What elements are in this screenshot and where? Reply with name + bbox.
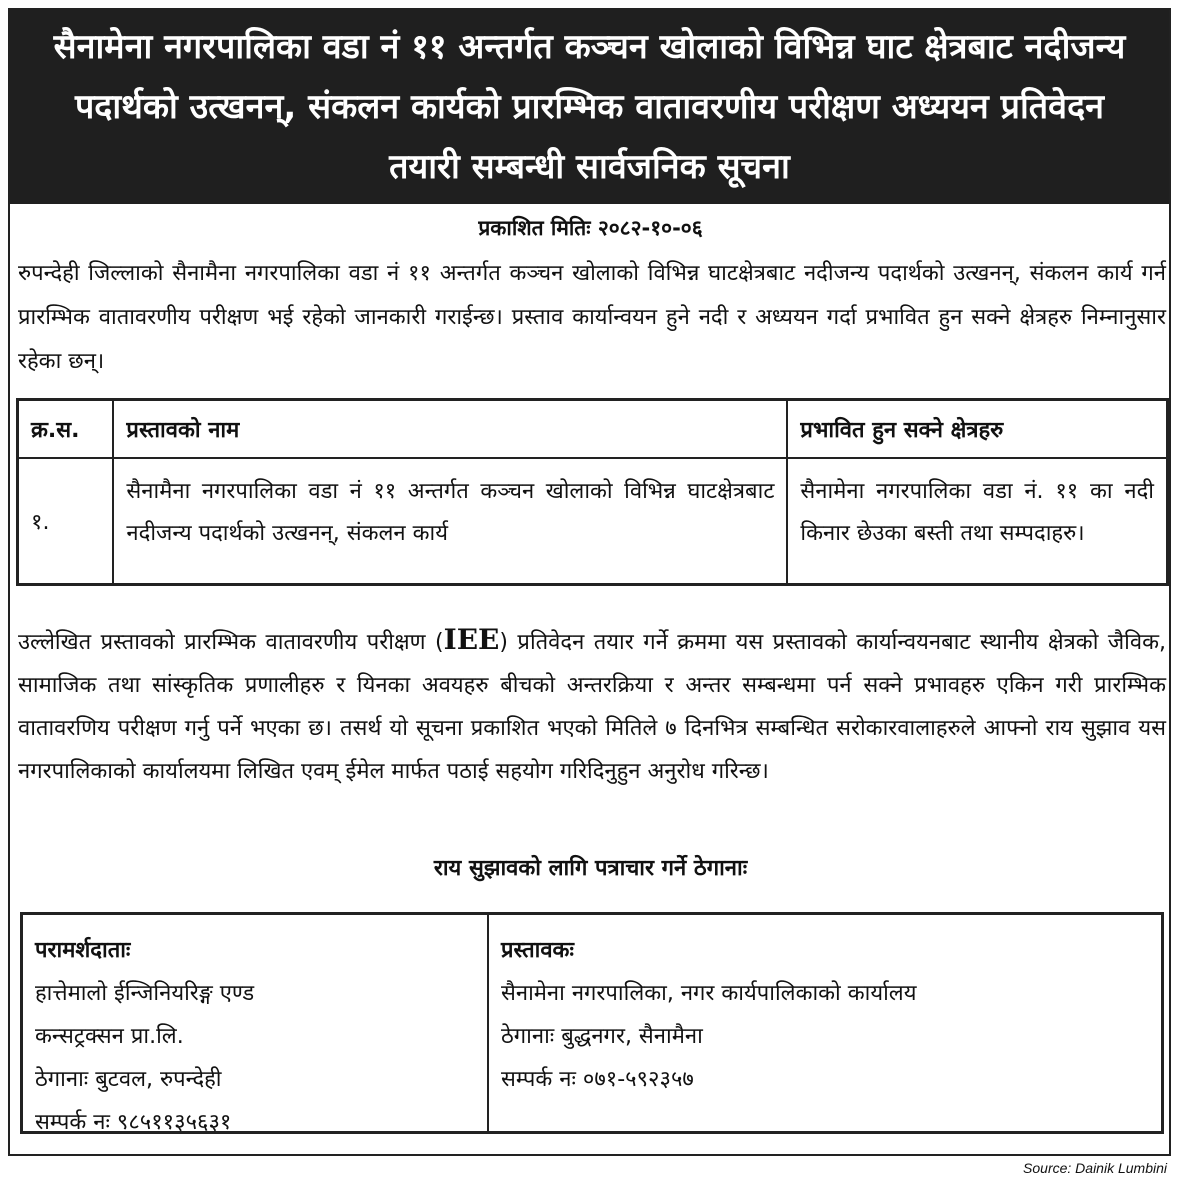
proponent-name: सैनामेना नगरपालिका, नगर कार्यपालिकाको कार्यालय <box>501 981 917 1006</box>
col-header-sn: क्र.स. <box>18 400 114 459</box>
proponent-label: प्रस्तावकः <box>501 938 574 963</box>
source-credit: Source: Dainik Lumbini <box>1023 1160 1167 1176</box>
iee-paragraph <box>18 618 1166 793</box>
iee-text-after: ) प्रतिवेदन तयार गर्ने क्रममा यस प्रस्तावको कार्यान्वयनबाट स्थानीय क्षेत्रको जैविक, सामाजिक तथा सांस्कृतिक प्रणालीहरु र यिनका अवयहरु बीचको अन्तरक्रिया र अन्तर सम्बन्धमा पर्न सक्ने प्रभावहरु एकिन गरी प्रारम्भिक वातावरणिय परीक्षण गर्नु पर्ने भएका छ। तसर्थ यो सूचना प्रकाशित भएको मितिले ७ दिनभित्र सम्बन्धित सरोकारवालाहरुले आफ्नो राय सुझाव यस नगरपालिकाको कार्यालयमा लिखित एवम् ईमेल मार्फत पठाई सहयोग गरिदिनुहुन अनुरोध गरिन्छ। <box>18 630 1166 784</box>
col-header-proposal: प्रस्तावको नाम <box>113 400 787 459</box>
table-header-row <box>18 400 1168 459</box>
proponent-contact: सम्पर्क नः ०७१-५९२३५७ <box>501 1067 694 1092</box>
cell-affected: सैनामेना नगरपालिका वडा नं. ११ का नदी किनार छेउका बस्ती तथा सम्पदाहरु। <box>787 458 1167 584</box>
published-date-label: प्रकाशित मितिः <box>478 216 591 240</box>
iee-acronym: IEE <box>443 623 500 656</box>
consultant-address: ठेगानाः बुटवल, रुपन्देही <box>35 1067 222 1092</box>
consultant-name-line2: कन्सट्रक्सन प्रा.लि. <box>35 1024 184 1049</box>
notice-header <box>10 10 1169 204</box>
table-row <box>18 458 1168 584</box>
impact-table <box>16 398 1169 586</box>
intro-paragraph: रुपन्देही जिल्लाको सैनामैना नगरपालिका वडा नं ११ अन्तर्गत कञ्चन खोलाको विभिन्न घाटक्षेत्रबाट नदीजन्य पदार्थको उत्खनन्, संकलन कार्य गर्न प्रारम्भिक वातावरणीय परीक्षण भई रहेको जानकारी गराईन्छ। प्रस्ताव कार्यान्वयन हुने नदी र अध्ययन गर्दा प्रभावित हुन सक्ने क्षेत्रहरु निम्नानुसार रहेका छन्। <box>18 261 1166 374</box>
published-date-value: २०८२-१०-०६ <box>597 216 703 240</box>
proponent-block <box>489 915 1161 1131</box>
consultant-contact: सम्पर्क नः ९८५११३५६३१ <box>35 1110 232 1135</box>
cell-proposal: सैनामैना नगरपालिका वडा नं ११ अन्तर्गत कञ्चन खोलाको विभिन्न घाटक्षेत्रबाट नदीजन्य पदार्थको उत्खनन्, संकलन कार्य <box>113 458 787 584</box>
contact-heading: राय सुझावको लागि पत्राचार गर्ने ठेगानाः <box>433 856 748 881</box>
col-header-affected: प्रभावित हुन सक्ने क्षेत्रहरु <box>787 400 1167 459</box>
consultant-label: परामर्शदाताः <box>35 938 131 963</box>
consultant-block <box>23 915 489 1135</box>
consultant-name-line1: हात्तेमालो ईन्जिनियरिङ्ग एण्ड <box>35 981 255 1006</box>
iee-text-before: उल्लेखित प्रस्तावको प्रारम्भिक वातावरणीय परीक्षण ( <box>18 630 444 655</box>
notice-title: सैनामेना नगरपालिका वडा नं ११ अन्तर्गत कञ्चन खोलाको विभिन्न घाट क्षेत्रबाट नदीजन्य पदार्थको उत्खनन्, संकलन कार्यको प्रारम्भिक वातावरणीय परीक्षण अध्ययन प्रतिवेदन तयारी सम्बन्धी सार्वजनिक सूचना <box>53 27 1126 187</box>
proponent-address: ठेगानाः बुद्धनगर, सैनामैना <box>501 1024 703 1049</box>
cell-sn: १. <box>18 458 114 584</box>
contact-box <box>20 912 1164 1134</box>
published-date <box>0 214 1181 242</box>
